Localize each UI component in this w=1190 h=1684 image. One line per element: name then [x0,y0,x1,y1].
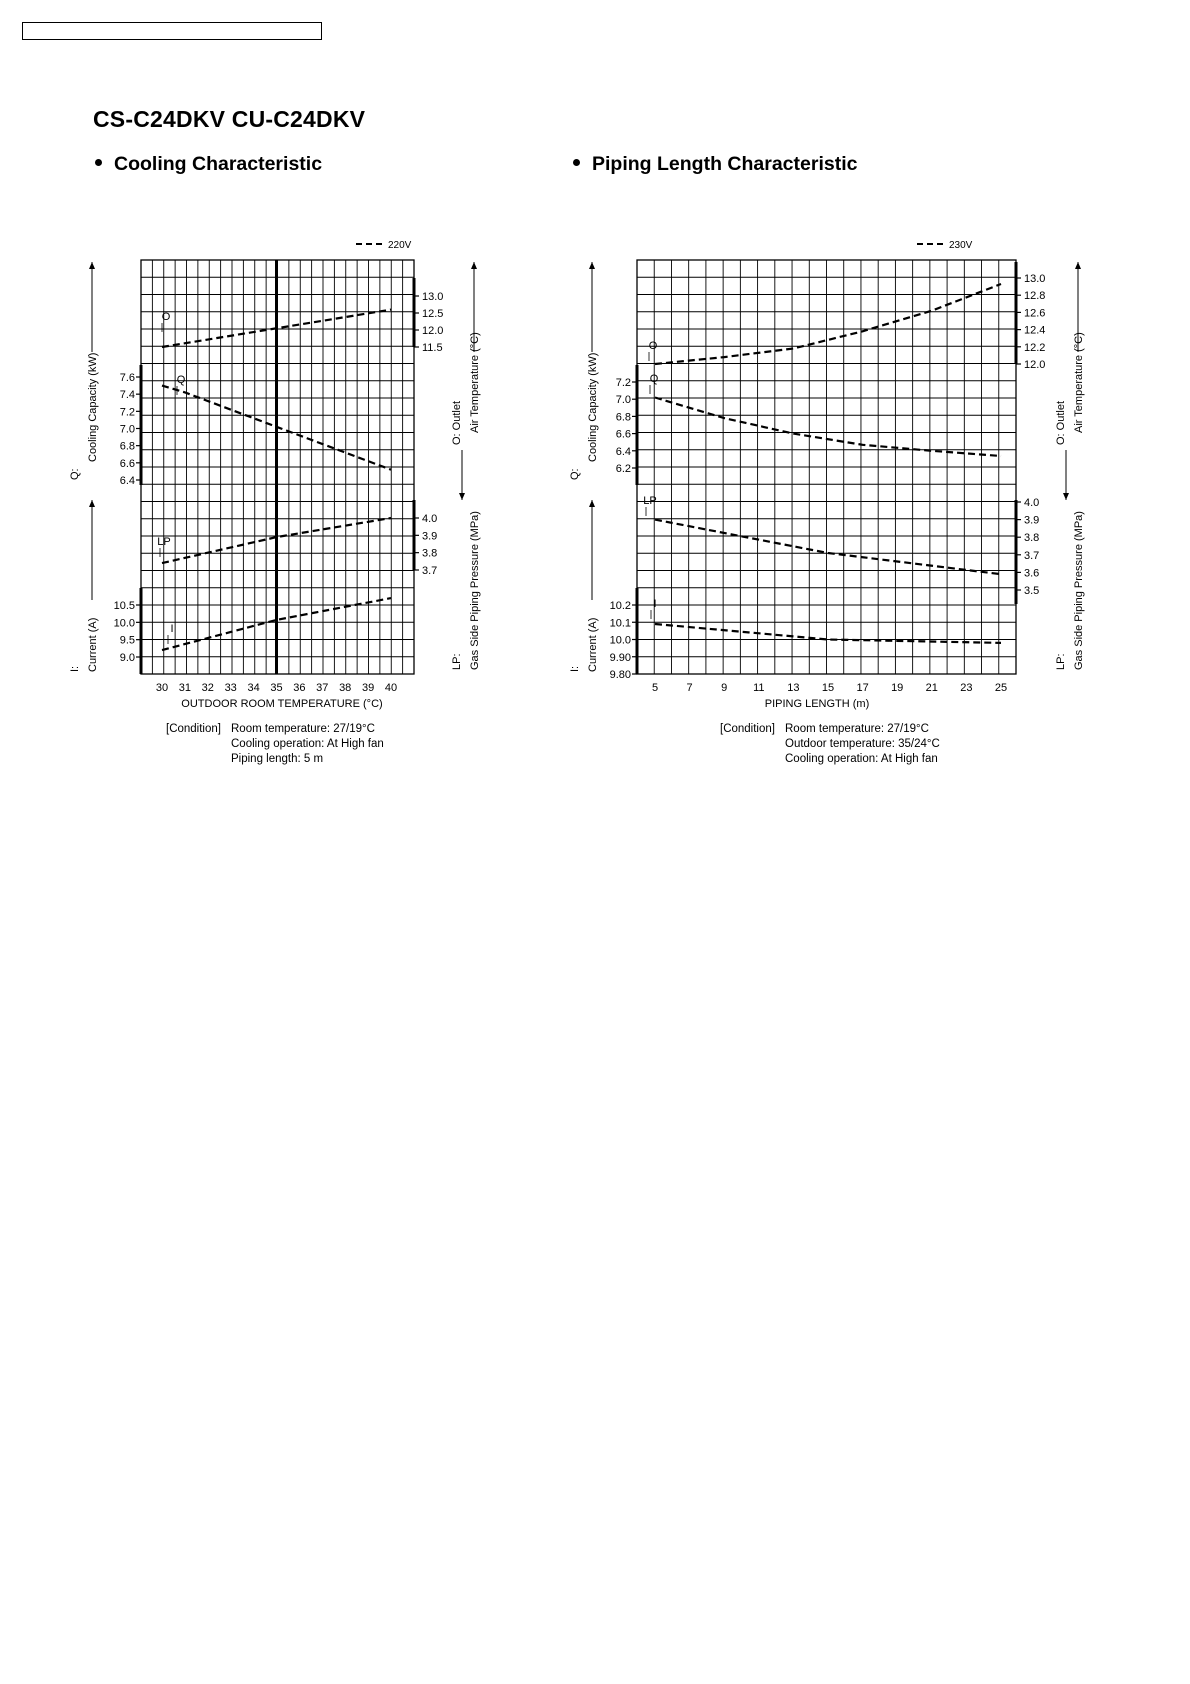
x-axis-label: OUTDOOR ROOM TEMPERATURE (°C) [181,698,383,710]
condition-line: Cooling operation: At High fan [231,738,384,750]
x-tick-label: 9 [721,682,728,694]
condition-line: Piping length: 5 m [231,753,324,765]
series-label-q: Q [176,374,186,386]
x-tick-label: 40 [384,682,398,694]
y-tick-label: 9.5 [119,634,135,647]
series-label-i: I [653,598,657,610]
series-label-o: O [161,311,171,323]
y-tick-label: 10.1 [609,617,631,630]
axis-label-q: Cooling Capacity (kW) [587,352,599,462]
y-tick-label: 12.2 [1024,341,1046,354]
series-line-i [655,624,1001,643]
condition-line: Room temperature: 27/19°C [785,723,929,735]
y-tick-label: 10.2 [609,600,631,612]
y-tick-label: 3.7 [1024,549,1040,562]
x-tick-label: 31 [178,682,192,694]
y-tick-label: 9.80 [609,669,631,681]
axis-label-q-prefix: Q: [69,468,81,480]
x-tick-label: 13 [787,682,800,694]
y-tick-label: 9.0 [119,652,135,664]
y-tick-label: 6.6 [119,457,135,470]
y-tick-label: 3.7 [422,565,438,577]
x-tick-label: 15 [821,682,835,694]
piping-condition-lines [785,722,940,767]
y-tick-label: 12.6 [1024,307,1046,320]
y-tick-label: 12.0 [1024,359,1046,371]
x-tick-label: 39 [361,682,375,694]
x-tick-label: 21 [925,682,938,694]
arrow-up-icon [1075,262,1081,269]
y-tick-label: 4.0 [1024,497,1040,509]
y-tick-label: 7.0 [615,394,631,407]
condition-line: Outdoor temperature: 35/24°C [785,738,940,750]
axis-label-i-prefix: I: [69,665,81,672]
series-label-q: Q [649,373,659,385]
y-tick-label: 3.9 [422,530,438,543]
y-tick-label: 9.90 [609,651,631,664]
model-title: CS-C24DKV CU-C24DKV [93,106,366,132]
y-tick-label: 6.4 [119,475,135,487]
x-axis-label: PIPING LENGTH (m) [764,698,870,710]
heading-cooling-label: Cooling Characteristic [114,153,323,175]
y-tick-label: 12.5 [422,308,444,320]
y-tick-label: 7.2 [119,406,135,419]
series-label-lp: LP [643,495,657,507]
condition-label: [Condition] [720,723,775,735]
y-tick-label: 7.6 [119,372,135,384]
y-tick-label: 11.5 [422,342,443,354]
arrow-down-icon [1063,493,1069,500]
x-tick-label: 32 [201,682,214,694]
axis-label-lp: Gas Side Piping Pressure (MPa) [469,511,481,670]
x-tick-label: 11 [753,682,765,694]
series-label-lp: LP [157,536,171,548]
x-tick-label: 19 [891,682,904,694]
axis-label-i-prefix: I: [569,665,581,672]
cooling-condition-block [166,722,221,737]
axis-label-i: Current (A) [587,617,599,672]
axis-label-o: Air Temperature (°C) [469,332,481,433]
y-tick-label: 12.8 [1024,290,1046,303]
arrow-up-icon [589,500,595,507]
y-tick-label: 7.0 [119,423,135,436]
y-tick-label: 7.4 [119,389,135,402]
y-tick-label: 4.0 [422,513,438,525]
y-tick-label: 10.0 [113,617,135,630]
series-line-lp [655,520,1001,575]
y-tick-label: 10.0 [609,634,631,647]
heading-piping-label: Piping Length Characteristic [592,153,858,175]
axis-label-lp-prefix: LP: [1055,653,1067,670]
y-tick-label: 10.5 [113,600,135,612]
y-tick-label: 3.8 [1024,532,1040,545]
y-tick-label: 3.5 [1024,585,1040,597]
y-tick-label: 3.6 [1024,567,1040,580]
x-tick-label: 35 [270,682,283,694]
y-tick-label: 6.8 [119,440,135,453]
x-tick-label: 34 [247,682,260,694]
y-tick-label: 6.8 [615,411,631,424]
legend-label: 220V [388,240,412,251]
axis-label-o-prefix: O: Outlet [1055,400,1067,445]
x-tick-label: 5 [651,682,659,694]
y-tick-label: 13.0 [1024,273,1046,285]
x-tick-label: 23 [960,682,973,694]
x-tick-label: 37 [316,682,329,694]
y-tick-label: 7.2 [615,377,631,389]
cooling-condition-lines [231,722,384,767]
y-tick-label: 6.2 [615,463,631,475]
y-tick-label: 3.9 [1024,514,1040,527]
axis-label-o-prefix: O: Outlet [451,400,463,445]
axis-label-q: Cooling Capacity (kW) [87,352,99,462]
y-tick-label: 6.6 [615,428,631,441]
condition-label: [Condition] [166,723,221,735]
piping-condition-block [720,722,775,737]
axis-label-o: Air Temperature (°C) [1073,332,1085,433]
axis-label-lp: Gas Side Piping Pressure (MPa) [1073,511,1085,670]
condition-line: Room temperature: 27/19°C [231,723,375,735]
series-line-o [655,284,1001,364]
y-tick-label: 6.4 [615,445,631,458]
x-tick-label: 17 [856,682,869,694]
series-label-o: O [648,340,658,352]
x-tick-label: 33 [224,682,237,694]
x-tick-label: 25 [994,682,1008,694]
y-tick-label: 13.0 [422,291,444,303]
axis-label-lp-prefix: LP: [451,653,463,670]
x-tick-label: 7 [686,682,693,694]
arrow-up-icon [589,262,595,269]
y-tick-label: 12.4 [1024,324,1046,337]
legend-label: 230V [949,240,973,251]
series-label-i: I [170,623,174,635]
axis-label-i: Current (A) [87,617,99,672]
y-tick-label: 12.0 [422,325,444,337]
x-tick-label: 30 [155,682,169,694]
axis-label-q-prefix: Q: [569,468,581,480]
x-tick-label: 36 [293,682,306,694]
x-tick-label: 38 [339,682,352,694]
series-line-q [655,398,1001,457]
condition-line: Cooling operation: At High fan [785,753,938,765]
y-tick-label: 3.8 [422,547,438,560]
